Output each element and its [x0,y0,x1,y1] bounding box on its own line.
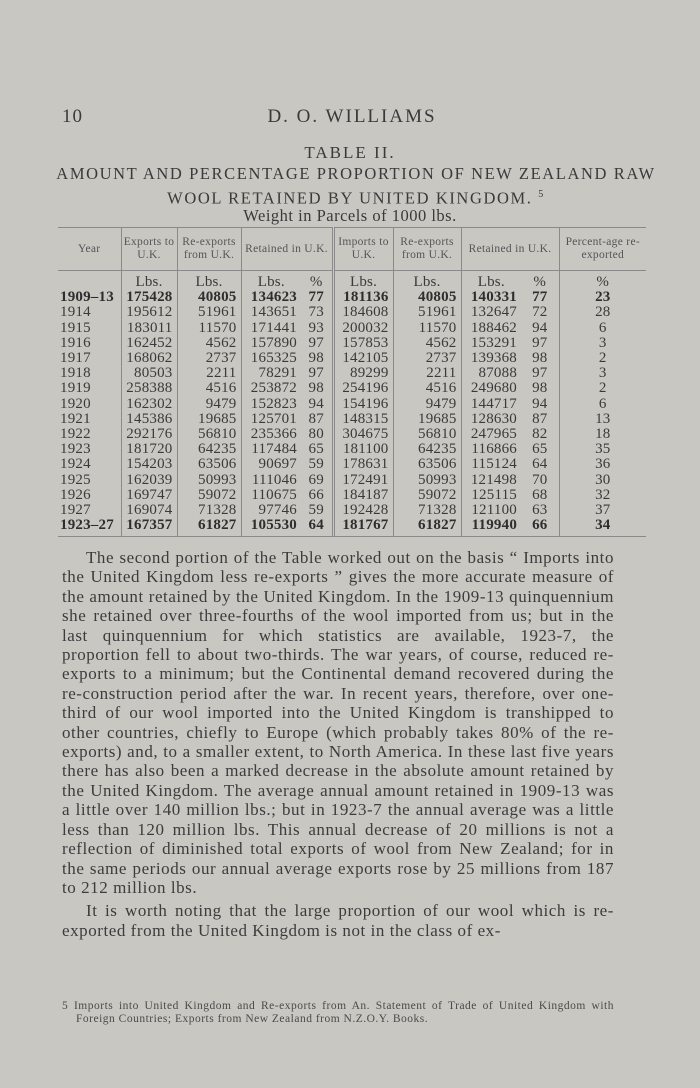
cell-retained-2: 249680 [461,381,521,396]
table-footnote-mark: 5 [538,189,545,200]
cell-reexports-1: 4516 [177,381,241,396]
paragraph: It is worth noting that the large proportion of our wool which is re-exported from the United Kingdom is not in the class of ex- [62,901,614,940]
cell-retained-1-pct: 97 [308,334,324,351]
cell-retained-1-pct: 73 [308,304,324,321]
page-header [62,106,642,130]
cell-retained-1: 90697 [241,457,301,472]
cell-retained-1-pct: 94 [308,395,324,412]
cell-retained-2: 116866 [461,442,521,457]
cell-imports: 181767 [333,518,393,536]
cell-exports: 167357 [121,518,177,536]
cell-percentage-reexported: 3 [559,366,646,381]
cell-year: 1925 [60,471,91,488]
cell-retained-1-pct: 69 [308,471,324,488]
cell-imports: 254196 [333,381,393,396]
cell-retained-1-pct: 77 [308,289,324,306]
cell-imports: 181100 [333,442,393,457]
cell-retained-2-pct: 70 [532,471,548,488]
col-header-year: Year [78,242,101,255]
cell-retained-2: 121498 [461,473,521,488]
cell-retained-2-pct: 97 [532,365,548,382]
cell-imports: 89299 [333,366,393,381]
cell-year: 1927 [60,502,91,519]
table-row [58,351,646,366]
cell-retained-2-pct: 65 [532,441,548,458]
table-units-row [58,271,646,291]
unit-cell-retained-1-pct: % [309,274,323,290]
cell-reexports-2: 4516 [393,381,461,396]
table-row [58,305,646,320]
cell-exports: 175428 [121,290,177,305]
table-row [58,427,646,442]
cell-retained-2-pct: 64 [532,456,548,473]
cell-percentage-reexported: 34 [559,518,646,536]
unit-cell-imports: Lbs. [333,271,393,291]
table-row [58,488,646,503]
cell-retained-1-pct: 93 [308,319,324,336]
unit-cell-reexports-2: Lbs. [393,271,461,291]
cell-exports: 183011 [121,321,177,336]
cell-imports: 157853 [333,336,393,351]
col-header-imports: Imports to U.K. [333,228,393,271]
cell-percentage-reexported: 2 [559,351,646,366]
paragraph: The second portion of the Table worked out on the basis “ Imports into the United Kingdom less re-exports ” gives the more accurate measure of the amount retained by the United Kingdom. In the 1909-13 quinquennium she retained over three-fourths of the wool imported from us; but in the last quinquennium for which statistics are available, 1923-7, the proportion fell to about two-thirds. The war years, of course, reduced re-exports to a minimum; but the Continental demand recovered during the re-construction period after the war. In recent years, therefore, over one-third of our wool imported into the United Kingdom is transhipped to other countries, chiefly to Europe (which probably takes 80% of the re-exports) and, to a smaller extent, to North America. In these last five years there has also been a marked decrease in the absolute amount retained by the United Kingdom. The average annual amount retained in 1909-13 was a little over 140 million lbs.; but in 1923-7 the annual average was a little less than 120 million lbs. This annual decrease of 20 millions is not a reflection of diminished total exports of wool from New Zealand; for in the same periods our annual average exports rose by 25 millions from 187 to 212 million lbs. [62,548,614,897]
unit-cell-retained-2-pct: % [533,274,547,290]
cell-exports: 292176 [121,427,177,442]
cell-retained-2-pct: 97 [532,334,548,351]
cell-retained-2: 128630 [461,412,521,427]
cell-retained-2-pct: 72 [532,304,548,321]
cell-retained-1: 253872 [241,381,301,396]
cell-reexports-1: 40805 [177,290,241,305]
cell-reexports-1: 19685 [177,412,241,427]
unit-cell-year [58,271,121,291]
cell-retained-2-pct: 98 [532,380,548,397]
cell-retained-2: 125115 [461,488,521,503]
cell-exports: 154203 [121,457,177,472]
table-row [58,457,646,472]
cell-imports: 172491 [333,473,393,488]
table-row [58,473,646,488]
cell-retained-1: 125701 [241,412,301,427]
cell-reexports-2: 56810 [393,427,461,442]
cell-imports: 184187 [333,488,393,503]
cell-retained-1-pct: 59 [308,456,324,473]
col-header-percentage: Percent-age re-exported [559,228,646,271]
cell-imports: 178631 [333,457,393,472]
cell-retained-1: 134623 [241,290,301,305]
cell-retained-1: 110675 [241,488,301,503]
cell-imports: 154196 [333,397,393,412]
cell-exports: 168062 [121,351,177,366]
cell-exports: 162452 [121,336,177,351]
cell-year: 1921 [60,410,91,427]
cell-retained-2: 188462 [461,321,521,336]
col-header-exports: Exports to U.K. [121,228,177,271]
cell-retained-2: 139368 [461,351,521,366]
cell-retained-2: 115124 [461,457,521,472]
col-header-retained-2: Retained in U.K. [461,228,559,271]
unit-cell-retained-1: Lbs. [241,271,301,291]
cell-percentage-reexported: 35 [559,442,646,457]
cell-percentage-reexported: 30 [559,473,646,488]
cell-retained-1-pct: 97 [308,365,324,382]
cell-reexports-1: 11570 [177,321,241,336]
table-row [58,290,646,305]
cell-percentage-reexported: 6 [559,321,646,336]
table-row [58,381,646,396]
cell-percentage-reexported: 37 [559,503,646,518]
cell-reexports-1: 71328 [177,503,241,518]
cell-reexports-1: 64235 [177,442,241,457]
cell-exports: 162039 [121,473,177,488]
cell-retained-2-pct: 66 [532,517,548,534]
cell-reexports-1: 4562 [177,336,241,351]
cell-imports: 200032 [333,321,393,336]
cell-year: 1924 [60,456,91,473]
cell-percentage-reexported: 32 [559,488,646,503]
cell-retained-2-pct: 63 [532,502,548,519]
cell-exports: 181720 [121,442,177,457]
cell-exports: 258388 [121,381,177,396]
cell-retained-2-pct: 94 [532,319,548,336]
cell-retained-2: 140331 [461,290,521,305]
cell-percentage-reexported: 18 [559,427,646,442]
table-row [58,336,646,351]
unit-cell-reexports-1: Lbs. [177,271,241,291]
cell-retained-1-pct: 59 [308,502,324,519]
cell-reexports-1: 61827 [177,518,241,536]
cell-retained-2: 153291 [461,336,521,351]
cell-retained-1-pct: 64 [308,517,324,534]
cell-reexports-2: 50993 [393,473,461,488]
cell-retained-1: 97746 [241,503,301,518]
cell-imports: 181136 [333,290,393,305]
cell-percentage-reexported: 23 [559,290,646,305]
footnote [62,1000,614,1026]
col-header-retained-1: Retained in U.K. [241,228,333,271]
cell-year: 1915 [60,319,91,336]
cell-retained-2-pct: 82 [532,426,548,443]
cell-percentage-reexported: 6 [559,397,646,412]
cell-reexports-2: 11570 [393,321,461,336]
table-title-text: AMOUNT AND PERCENTAGE PROPORTION OF NEW ZEALAND RAW WOOL RETAINED BY UNITED KINGDOM. [56,164,656,208]
cell-year: 1916 [60,334,91,351]
footnote-text [62,1000,614,1026]
cell-retained-1: 157890 [241,336,301,351]
cell-retained-1: 152823 [241,397,301,412]
footnote-body: Imports into United Kingdom and Re-exports from An. Statement of Trade of United Kingdom with Foreign Countries; Exports from New Zealand from N.Z.O.Y. Books. [73,1000,615,1025]
cell-retained-1: 165325 [241,351,301,366]
cell-imports: 192428 [333,503,393,518]
footnote-mark: 5 [62,1000,69,1012]
cell-percentage-reexported: 36 [559,457,646,472]
cell-reexports-1: 50993 [177,473,241,488]
table-body [58,271,646,537]
cell-exports: 169074 [121,503,177,518]
table-row [58,442,646,457]
cell-percentage-reexported: 28 [559,305,646,320]
table-header-row [58,228,646,271]
cell-retained-2-pct: 87 [532,410,548,427]
cell-retained-2: 87088 [461,366,521,381]
table-number: TABLE II. [304,143,396,162]
table-subtitle: Weight in Parcels of 1000 lbs. [243,206,457,225]
cell-year: 1914 [60,304,91,321]
cell-reexports-1: 56810 [177,427,241,442]
cell-reexports-1: 2737 [177,351,241,366]
cell-reexports-2: 63506 [393,457,461,472]
cell-imports: 304675 [333,427,393,442]
cell-retained-1: 111046 [241,473,301,488]
col-header-reexports-2: Re-exports from U.K. [393,228,461,271]
cell-retained-1: 105530 [241,518,301,536]
table-row [58,321,646,336]
cell-exports: 162302 [121,397,177,412]
cell-exports: 80503 [121,366,177,381]
cell-year: 1918 [60,365,91,382]
cell-reexports-2: 2737 [393,351,461,366]
cell-year: 1919 [60,380,91,397]
cell-year: 1926 [60,486,91,503]
cell-reexports-1: 51961 [177,305,241,320]
cell-reexports-2: 64235 [393,442,461,457]
cell-percentage-reexported: 3 [559,336,646,351]
cell-retained-1: 78291 [241,366,301,381]
cell-reexports-2: 2211 [393,366,461,381]
cell-retained-2: 132647 [461,305,521,320]
cell-reexports-2: 9479 [393,397,461,412]
cell-reexports-2: 71328 [393,503,461,518]
cell-imports: 184608 [333,305,393,320]
cell-reexports-1: 9479 [177,397,241,412]
cell-retained-2-pct: 94 [532,395,548,412]
cell-year: 1923–27 [60,517,114,534]
cell-imports: 148315 [333,412,393,427]
cell-retained-1-pct: 80 [308,426,324,443]
cell-exports: 195612 [121,305,177,320]
unit-cell-exports: Lbs. [121,271,177,291]
cell-retained-1: 235366 [241,427,301,442]
table-row [58,518,646,536]
cell-percentage-reexported: 2 [559,381,646,396]
cell-retained-2: 144717 [461,397,521,412]
body-text [62,548,614,940]
cell-reexports-2: 59072 [393,488,461,503]
cell-retained-1-pct: 65 [308,441,324,458]
cell-exports: 169747 [121,488,177,503]
cell-reexports-1: 63506 [177,457,241,472]
cell-imports: 142105 [333,351,393,366]
cell-retained-1-pct: 87 [308,410,324,427]
cell-reexports-2: 61827 [393,518,461,536]
cell-reexports-2: 40805 [393,290,461,305]
unit-cell-retained-2: Lbs. [461,271,521,291]
cell-retained-2-pct: 77 [532,289,548,306]
cell-retained-2-pct: 68 [532,486,548,503]
cell-reexports-1: 2211 [177,366,241,381]
table-row [58,366,646,381]
table-row [58,412,646,427]
table-row [58,503,646,518]
cell-retained-1: 117484 [241,442,301,457]
cell-retained-2: 247965 [461,427,521,442]
cell-retained-1: 143651 [241,305,301,320]
cell-retained-1-pct: 66 [308,486,324,503]
cell-retained-2-pct: 98 [532,350,548,367]
cell-reexports-1: 59072 [177,488,241,503]
page-number: 10 [62,106,83,127]
wool-table [58,227,646,537]
cell-reexports-2: 19685 [393,412,461,427]
cell-retained-1-pct: 98 [308,380,324,397]
running-head: D. O. WILLIAMS [267,106,437,127]
cell-year: 1920 [60,395,91,412]
cell-exports: 145386 [121,412,177,427]
cell-year: 1922 [60,426,91,443]
table-row [58,397,646,412]
cell-reexports-2: 4562 [393,336,461,351]
unit-cell-percentage-reexported: % [559,271,646,291]
col-header-reexports-1: Re-exports from U.K. [177,228,241,271]
cell-year: 1917 [60,350,91,367]
cell-reexports-2: 51961 [393,305,461,320]
table-title [56,163,656,209]
cell-percentage-reexported: 13 [559,412,646,427]
cell-year: 1923 [60,441,91,458]
cell-year: 1909–13 [60,289,114,306]
cell-retained-1: 171441 [241,321,301,336]
cell-retained-2: 119940 [461,518,521,536]
cell-retained-2: 121100 [461,503,521,518]
cell-retained-1-pct: 98 [308,350,324,367]
